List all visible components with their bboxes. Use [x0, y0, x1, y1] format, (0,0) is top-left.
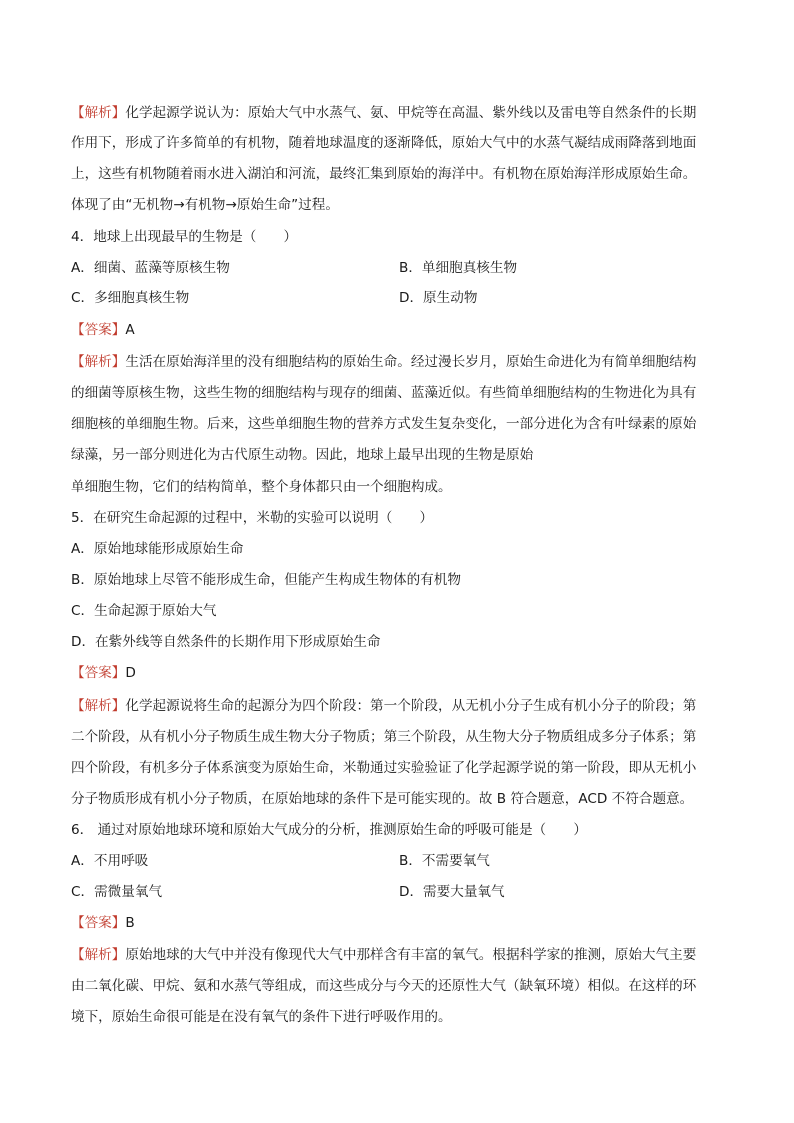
- q4-answer-value: A: [125, 322, 135, 338]
- q4-stem: 4．地球上出现最早的生物是（ ）: [71, 229, 298, 245]
- analysis-label: 【解析】: [71, 354, 126, 370]
- q6-option-b: B．不需要氧气: [399, 853, 490, 869]
- answer-label: 【答案】: [71, 322, 126, 338]
- q4-analysis-line-5: 单细胞生物，它们的结构简单，整个身体都只由一个细胞构成。: [71, 479, 452, 495]
- q6-analysis-line-3: 境下，原始生命很可能是在没有氧气的条件下进行呼吸作用的。: [71, 1009, 452, 1025]
- q6-option-a: A．不用呼吸: [71, 853, 149, 869]
- q5-analysis-line-4: 分子物质形成有机小分子物质，在原始地球的条件下是可能实现的。故 B 符合题意，ACD 不符合题意。: [71, 791, 694, 807]
- q4-option-d: D．原生动物: [399, 290, 478, 306]
- q4-option-c: C．多细胞真核生物: [71, 290, 190, 306]
- analysis-label: 【解析】: [71, 105, 126, 121]
- answer-label: 【答案】: [71, 915, 126, 931]
- q6-answer: [71, 914, 135, 932]
- q5-answer-value: D: [125, 665, 136, 681]
- q6-analysis-line-2: 由二氧化碳、甲烷、氨和水蒸气等组成，而这些成分与今天的还原性大气（缺氧环境）相似。在这样的环: [71, 978, 697, 994]
- q6-stem: 6． 通过对原始地球环境和原始大气成分的分析，推测原始生命的呼吸可能是（ ）: [71, 822, 587, 838]
- answer-label: 【答案】: [71, 665, 126, 681]
- q4-analysis-line-3: 细胞核的单细胞生物。后来，这些单细胞生物的营养方式发生复杂变化，一部分进化为含有叶绿素的原始: [71, 416, 697, 432]
- analysis-label: 【解析】: [71, 947, 126, 963]
- q6-answer-value: B: [125, 915, 135, 931]
- q6-option-d: D．需要大量氧气: [399, 884, 505, 900]
- q3-analysis-line-3: 上，这些有机物随着雨水进入湖泊和河流，最终汇集到原始的海洋中。有机物在原始海洋形成原始生命。: [71, 166, 697, 182]
- q4-analysis-line-2: 的细菌等原核生物，这些生物的细胞结构与现存的细菌、蓝藻近似。有些简单细胞结构的生物进化为具有: [71, 385, 697, 401]
- q4-answer: [71, 321, 135, 339]
- q4-analysis-line-1: 【解析】生活在原始海洋里的没有细胞结构的原始生命。经过漫长岁月，原始生命进化为有简单细胞结构: [71, 354, 697, 370]
- q3-analysis-line-4: 体现了由“无机物→有机物→原始生命”过程。: [71, 197, 339, 213]
- q5-analysis-line-1: 【解析】化学起源说将生命的起源分为四个阶段：第一个阶段，从无机小分子生成有机小分子的阶段；第: [71, 698, 697, 714]
- q5-analysis-line-3: 四个阶段，有机多分子体系演变为原始生命，米勒通过实验验证了化学起源学说的第一阶段，即从无机小: [71, 760, 697, 776]
- q5-analysis-line-2: 二个阶段，从有机小分子物质生成生物大分子物质；第三个阶段，从生物大分子物质组成多分子体系；第: [71, 729, 697, 745]
- q5-option-b: B．原始地球上尽管不能形成生命，但能产生构成生物体的有机物: [71, 572, 461, 588]
- q5-option-d: D．在紫外线等自然条件的长期作用下形成原始生命: [71, 634, 381, 650]
- q5-answer: [71, 664, 136, 682]
- q3-analysis-line-2: 作用下，形成了许多简单的有机物，随着地球温度的逐渐降低，原始大气中的水蒸气凝结成雨降落到地面: [71, 135, 697, 151]
- q3-analysis-line-1: 【解析】化学起源学说认为：原始大气中水蒸气、氨、甲烷等在高温、紫外线以及雷电等自然条件的长期: [71, 105, 697, 121]
- q4-analysis-line-4: 绿藻，另一部分则进化为古代原生动物。因此，地球上最早出现的生物是原始: [71, 447, 534, 463]
- q6-analysis-line-1: 【解析】原始地球的大气中并没有像现代大气中那样含有丰富的氧气。根据科学家的推测，原始大气主要: [71, 947, 697, 963]
- q5-option-c: C．生命起源于原始大气: [71, 603, 217, 619]
- q4-option-a: A．细菌、蓝藻等原核生物: [71, 260, 230, 276]
- q6-option-c: C．需微量氧气: [71, 884, 163, 900]
- q5-stem: 5．在研究生命起源的过程中，米勒的实验可以说明（ ）: [71, 510, 434, 526]
- analysis-label: 【解析】: [71, 698, 126, 714]
- q5-option-a: A．原始地球能形成原始生命: [71, 541, 244, 557]
- q4-option-b: B．单细胞真核生物: [399, 260, 518, 276]
